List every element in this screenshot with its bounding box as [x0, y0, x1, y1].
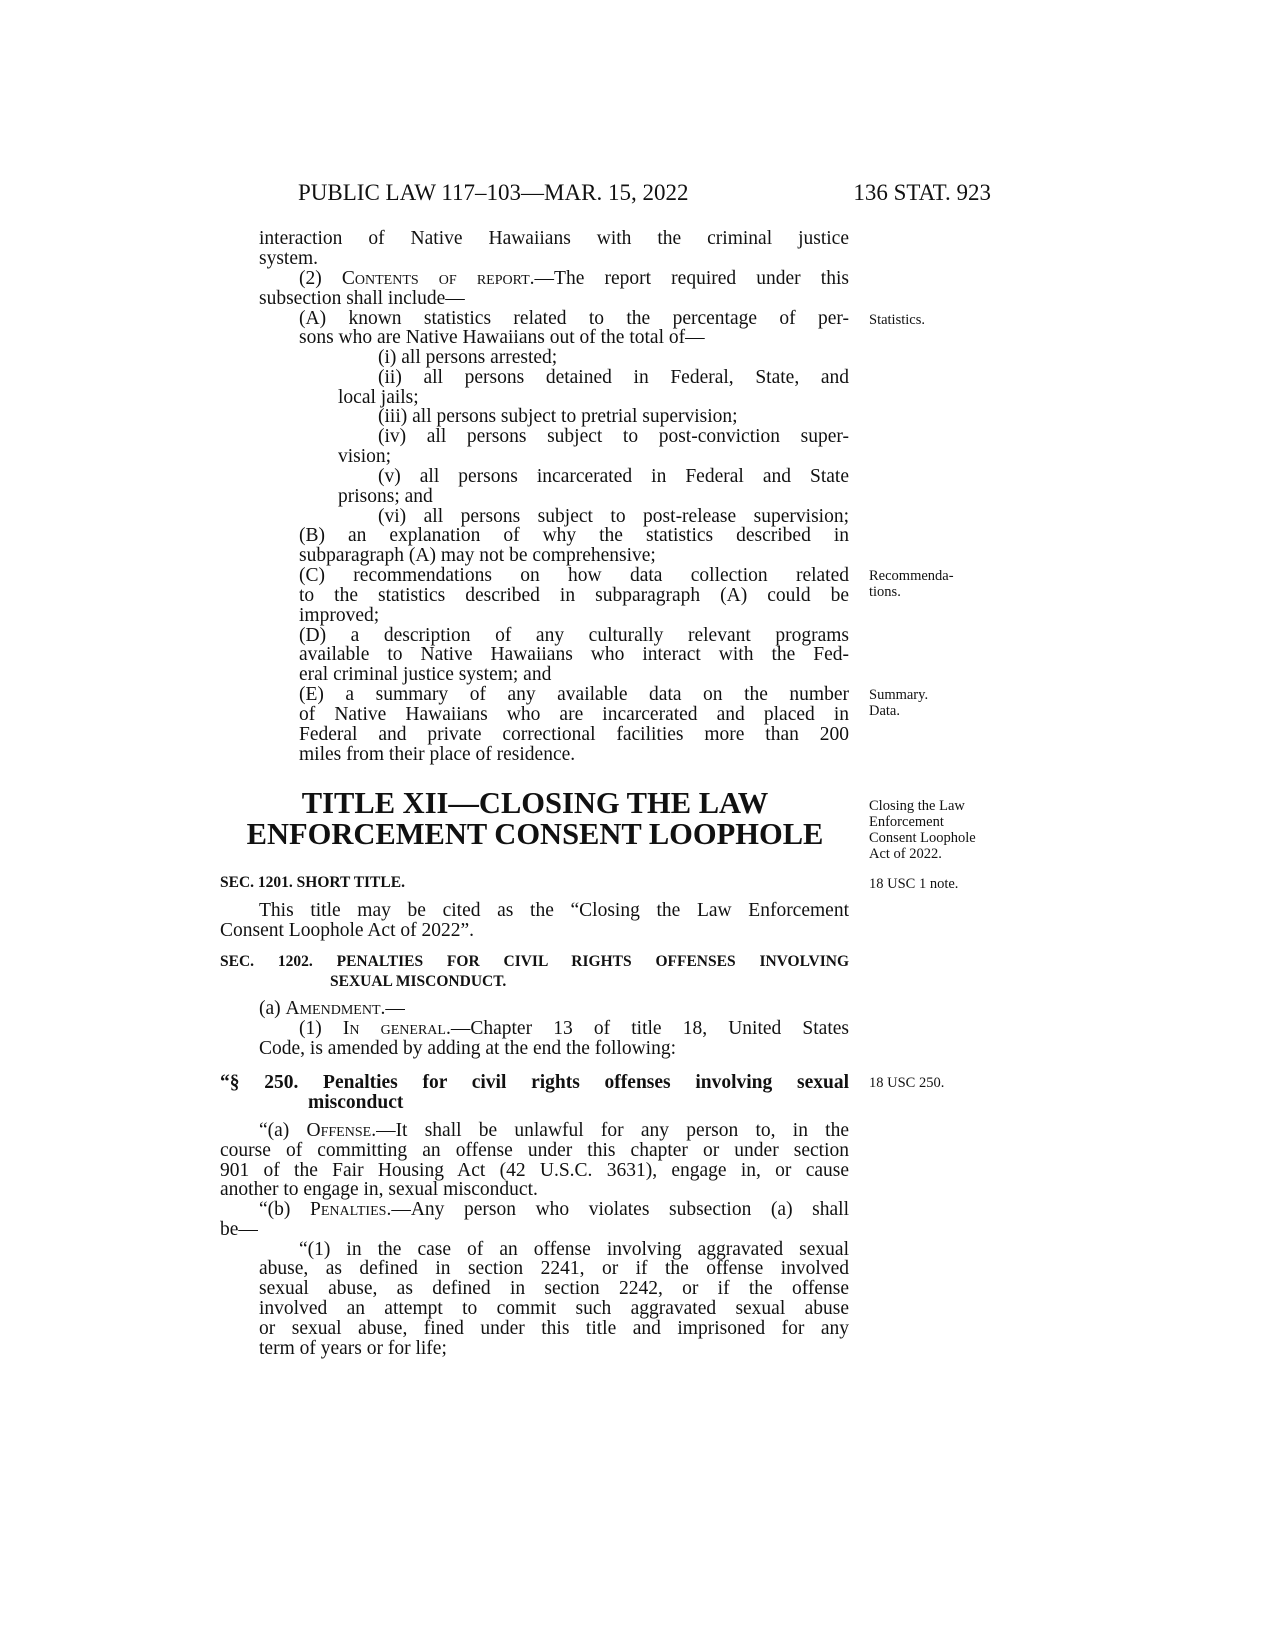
text-segment: (D) a description of any culturally relevant programs	[299, 625, 849, 646]
text-segment: course of committing an offense under this chapter or under section	[220, 1140, 849, 1161]
text-line	[259, 1259, 849, 1279]
text-line	[299, 626, 849, 646]
margin-note-line: Closing the Law	[869, 798, 965, 814]
text-segment: term of years or for life;	[259, 1338, 447, 1359]
margin-note	[869, 1075, 944, 1091]
text-line	[299, 586, 849, 606]
margin-note	[869, 687, 928, 719]
text-segment: involved an attempt to commit such aggravated sexual abuse	[259, 1298, 849, 1319]
text-line	[259, 1279, 849, 1299]
text-line	[299, 546, 656, 566]
margin-note	[869, 798, 976, 862]
text-line	[259, 1039, 676, 1059]
text-line	[378, 368, 849, 388]
text-segment: another to engage in, sexual misconduct.	[220, 1179, 538, 1200]
text-line	[299, 269, 849, 289]
text-segment: to the statistics described in subparagraph (A) could be	[299, 585, 849, 606]
text-line	[299, 745, 575, 765]
text-segment: misconduct	[308, 1092, 404, 1113]
margin-note-line: Act of 2022.	[869, 846, 942, 862]
text-line	[299, 328, 705, 348]
margin-note-line: Data.	[869, 703, 900, 719]
text-segment: .—It shall be unlawful for any person to, in the	[371, 1120, 849, 1141]
section-heading-line	[220, 873, 405, 893]
text-line	[299, 705, 849, 725]
small-caps-heading: In general	[342, 1018, 446, 1039]
running-header-page: 136 STAT. 923	[853, 180, 991, 205]
text-line	[378, 467, 849, 487]
text-segment: interaction of Native Hawaiians with the criminal justice	[259, 228, 849, 249]
text-segment: sexual abuse, as defined in section 2242, or if the offense	[259, 1278, 849, 1299]
section-heading-line	[330, 972, 506, 992]
text-line	[299, 309, 849, 329]
text-segment: Code, is amended by adding at the end the following:	[259, 1038, 676, 1059]
margin-note-line: Summary.	[869, 687, 929, 703]
text-segment: abuse, as defined in section 2241, or if the offense involved	[259, 1258, 849, 1279]
text-line	[378, 348, 557, 368]
text-line	[259, 1299, 849, 1319]
margin-note-line: Enforcement	[869, 814, 944, 830]
small-caps-heading: Amendment	[285, 998, 381, 1019]
text-line	[220, 1141, 849, 1161]
text-segment: (2)	[299, 268, 342, 289]
text-segment: .—The report required under this	[529, 268, 849, 289]
text-segment: available to Native Hawaiians who interact with the Fed-	[299, 644, 849, 665]
margin-note-line: tions.	[869, 584, 901, 600]
text-segment: or sexual abuse, fined under this title and imprisoned for any	[259, 1318, 849, 1339]
margin-note-line: Statistics.	[869, 312, 925, 328]
text-segment: This title may be cited as the “Closing the Law Enforcement	[259, 900, 849, 921]
text-segment: SEC. 1202. PENALTIES FOR CIVIL RIGHTS OFFENSES INVOLVING	[220, 953, 849, 970]
text-segment: vision;	[338, 446, 392, 467]
text-segment: (E) a summary of any available data on the number	[299, 684, 849, 705]
margin-note-line: 18 USC 1 note.	[869, 876, 959, 892]
text-segment: (v) all persons incarcerated in Federal and State	[378, 466, 849, 487]
text-line	[299, 665, 551, 685]
text-segment: Consent Loophole Act of 2022”.	[220, 920, 475, 941]
text-line	[259, 1319, 849, 1339]
section-heading-line	[220, 952, 849, 972]
text-segment: (A) known statistics related to the percentage of per-	[299, 308, 849, 329]
text-line	[378, 427, 849, 447]
text-line	[259, 1121, 849, 1141]
section-heading-line	[308, 1093, 403, 1113]
text-segment: .—Any person who violates subsection (a) shall	[386, 1199, 849, 1220]
text-segment: “§ 250. Penalties for civil rights offenses involving sexual	[220, 1072, 849, 1093]
text-segment: (1)	[299, 1018, 343, 1039]
text-line	[299, 526, 849, 546]
small-caps-heading: Penalties	[310, 1199, 387, 1220]
text-line	[299, 566, 849, 586]
text-segment: sons who are Native Hawaiians out of the total of—	[299, 327, 705, 348]
text-segment: (i) all persons arrested;	[378, 347, 558, 368]
text-segment: (vi) all persons subject to post-release supervision;	[378, 506, 849, 527]
section-heading-line	[220, 1073, 849, 1093]
text-line	[220, 1220, 258, 1240]
text-segment: miles from their place of residence.	[299, 744, 576, 765]
text-segment: be—	[220, 1219, 258, 1240]
text-line	[378, 507, 849, 527]
text-line	[259, 289, 465, 309]
text-segment: (iii) all persons subject to pretrial supervision;	[378, 406, 738, 427]
text-segment: (ii) all persons detained in Federal, State, and	[378, 367, 849, 388]
text-segment: (iv) all persons subject to post-conviction super-	[378, 426, 849, 447]
text-line	[299, 645, 849, 665]
text-line	[220, 921, 474, 941]
text-line	[299, 685, 849, 705]
text-line	[259, 999, 405, 1019]
margin-note-line: 18 USC 250.	[869, 1075, 945, 1091]
margin-note	[869, 568, 954, 600]
text-segment: subparagraph (A) may not be comprehensive;	[299, 545, 656, 566]
small-caps-heading: Offense	[306, 1120, 372, 1141]
text-line	[220, 1180, 538, 1200]
text-line	[220, 1161, 849, 1181]
text-line	[299, 1240, 849, 1260]
text-segment: SEXUAL MISCONDUCT.	[330, 973, 507, 990]
text-segment: Federal and private correctional facilities more than 200	[299, 724, 849, 745]
text-line	[259, 249, 318, 269]
running-header-law: PUBLIC LAW 117–103—MAR. 15, 2022	[298, 180, 689, 205]
margin-note	[869, 876, 958, 892]
text-segment: system.	[259, 248, 319, 269]
text-segment: (B) an explanation of why the statistics described in	[299, 525, 849, 546]
text-segment: “(1) in the case of an offense involving aggravated sexual	[299, 1239, 849, 1260]
margin-note-line: Recommenda-	[869, 568, 954, 584]
title-line: ENFORCEMENT CONSENT LOOPHOLE	[246, 817, 824, 851]
text-segment: SEC. 1201. SHORT TITLE.	[220, 874, 405, 891]
text-segment: .—Chapter 13 of title 18, United States	[445, 1018, 849, 1039]
title-line: TITLE XII—CLOSING THE LAW	[301, 786, 769, 820]
text-segment: of Native Hawaiians who are incarcerated and placed in	[299, 704, 849, 725]
margin-note-line: Consent Loophole	[869, 830, 976, 846]
text-line	[299, 725, 849, 745]
text-line	[259, 1200, 849, 1220]
text-line	[299, 1019, 849, 1039]
text-line	[338, 447, 391, 467]
text-line	[378, 407, 738, 427]
text-line	[259, 901, 849, 921]
text-segment: eral criminal justice system; and	[299, 664, 552, 685]
text-line	[299, 606, 379, 626]
text-line	[338, 388, 419, 408]
text-segment: subsection shall include—	[259, 288, 465, 309]
small-caps-heading: Contents of report	[341, 268, 530, 289]
text-line	[259, 229, 849, 249]
text-segment: (C) recommendations on how data collection related	[299, 565, 849, 586]
text-segment: .—	[380, 998, 405, 1019]
text-line	[259, 1339, 447, 1359]
text-segment: “(b)	[259, 1199, 310, 1220]
text-segment: 901 of the Fair Housing Act (42 U.S.C. 3631), engage in, or cause	[220, 1160, 849, 1181]
text-segment: local jails;	[338, 387, 419, 408]
text-segment: “(a)	[259, 1120, 307, 1141]
text-line	[338, 487, 433, 507]
text-segment: (a)	[259, 998, 286, 1019]
margin-note	[869, 312, 925, 328]
text-segment: prisons; and	[338, 486, 433, 507]
text-segment: improved;	[299, 605, 380, 626]
